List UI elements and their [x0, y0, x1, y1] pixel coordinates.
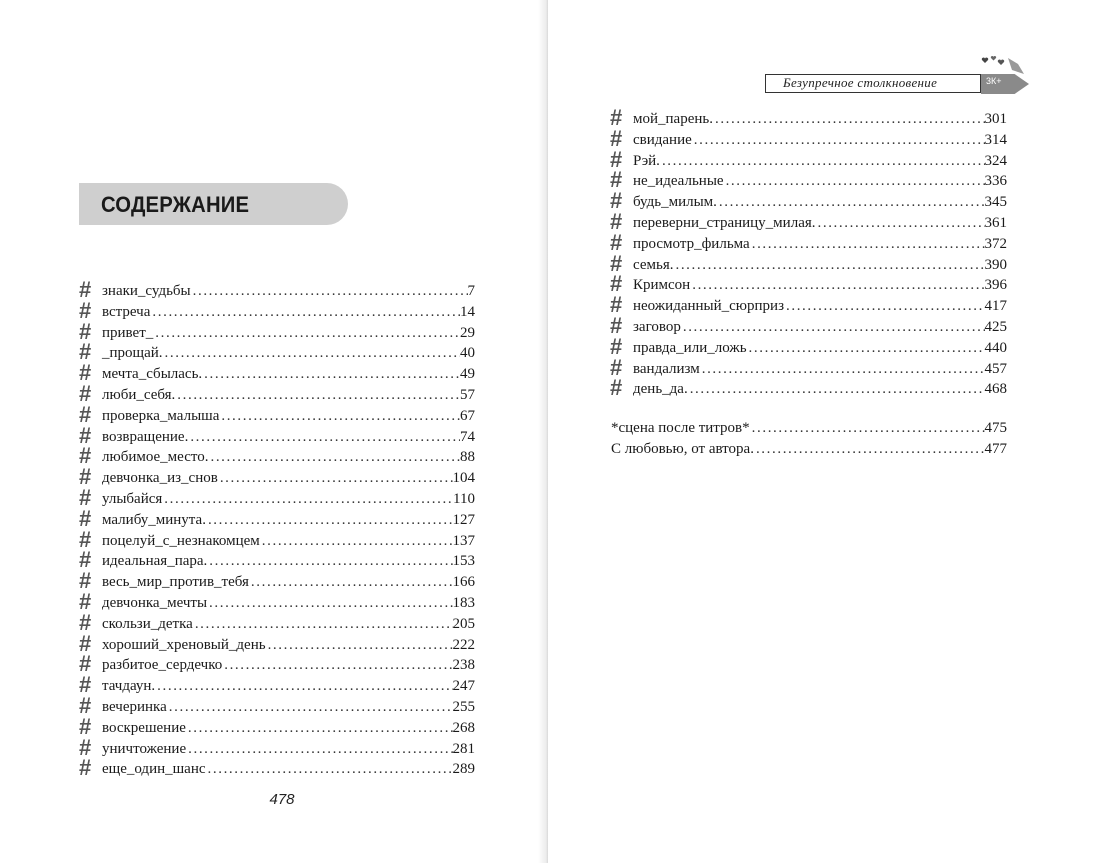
toc-entry-page: 457: [984, 360, 1007, 377]
leader-dots: [754, 439, 985, 460]
contents-title: СОДЕРЖАНИЕ: [101, 192, 250, 217]
toc-entry[interactable]: [79, 464, 475, 490]
toc-entry-label: весь_мир_против_тебя: [102, 574, 249, 591]
leader-dots: [155, 676, 452, 697]
toc-entry[interactable]: [610, 167, 1007, 193]
toc-entry-page: 396: [984, 277, 1007, 294]
leader-dots: [713, 109, 985, 130]
toc-entry-label: знаки_судьбы: [102, 283, 191, 299]
toc-entry[interactable]: [610, 375, 1007, 401]
hash-icon: #: [79, 526, 92, 552]
hash-icon: #: [79, 609, 92, 635]
toc-entry-label: вандализм: [633, 360, 700, 377]
toc-entry-page: 127: [452, 511, 475, 528]
toc-entry-page: 110: [453, 490, 475, 507]
toc-entry[interactable]: [79, 360, 475, 386]
toc-entry-page: 88: [460, 449, 475, 466]
toc-spacer: [610, 398, 1007, 418]
toc-entry-page: 166: [452, 574, 475, 591]
hash-icon: #: [79, 630, 92, 656]
leader-dots: [750, 234, 985, 255]
page-number: 478: [269, 791, 295, 808]
hash-icon: #: [79, 547, 92, 573]
leader-dots: [750, 418, 985, 439]
toc-entry[interactable]: [79, 692, 475, 718]
toc-entry-page: 29: [460, 324, 475, 341]
leader-dots: [222, 655, 452, 676]
toc-entry-label: девчонка_из_снов: [102, 470, 218, 487]
toc-entry-page: 57: [460, 386, 475, 403]
toc-entry-label: скользи_детка: [102, 615, 193, 632]
toc-entry-label: девчонка_мечты: [102, 594, 208, 611]
toc-entry-page: 440: [984, 339, 1007, 356]
hash-icon: #: [79, 360, 92, 386]
toc-left-list: [79, 277, 475, 781]
toc-entry[interactable]: [610, 250, 1007, 276]
toc-entry[interactable]: [79, 279, 475, 300]
toc-entry-page: 7: [467, 283, 475, 299]
hash-icon: #: [79, 588, 92, 614]
hash-icon: #: [79, 464, 92, 490]
hash-icon: #: [610, 125, 623, 151]
leader-dots: [690, 275, 984, 296]
toc-entry[interactable]: [79, 609, 475, 635]
toc-entry[interactable]: [610, 292, 1007, 318]
toc-entry-label: улыбайся: [102, 490, 163, 507]
toc-entry[interactable]: [610, 354, 1007, 380]
toc-entry-page: 104: [452, 470, 475, 487]
toc-entry-label: _прощай.: [102, 345, 163, 362]
leader-dots: [193, 614, 453, 635]
toc-entry-page: 14: [460, 303, 475, 320]
toc-entry-label: идеальная_пара.: [102, 553, 208, 570]
toc-extra-entry[interactable]: [610, 418, 1007, 439]
leader-dots: [206, 510, 453, 531]
toc-entry-page: 255: [452, 698, 475, 715]
hash-icon: #: [79, 277, 92, 302]
toc-entry-page: 183: [452, 594, 475, 611]
toc-entry-page: 137: [452, 532, 475, 549]
toc-entry-page: 345: [984, 194, 1007, 211]
toc-entry-label: проверка_малыша: [102, 407, 220, 424]
toc-entry[interactable]: [79, 484, 475, 510]
toc-entry-label: Кримсон: [633, 277, 691, 294]
toc-entry-label: разбитое_сердечко: [102, 657, 223, 674]
header-tab-label: 3К+: [986, 76, 1002, 86]
leader-dots: [218, 468, 453, 489]
hash-icon: #: [79, 651, 92, 677]
toc-entry[interactable]: [79, 547, 475, 573]
toc-entry-page: 301: [984, 111, 1007, 127]
toc-entry[interactable]: [610, 271, 1007, 297]
toc-entry-label: *сцена после титров*: [611, 420, 750, 437]
leader-dots: [150, 302, 460, 323]
toc-entry[interactable]: [610, 188, 1007, 214]
hash-icon: #: [79, 692, 92, 718]
hash-icon: #: [610, 271, 623, 297]
hash-icon: #: [610, 105, 623, 130]
toc-entry-label: неожиданный_сюрприз: [633, 298, 784, 315]
toc-entry[interactable]: [79, 526, 475, 552]
leader-dots: [186, 739, 452, 760]
toc-right-list: [610, 107, 1007, 460]
hash-icon: #: [79, 401, 92, 427]
hash-icon: #: [79, 568, 92, 594]
toc-entry[interactable]: [79, 339, 475, 365]
leader-dots: [673, 255, 984, 276]
hearts-logo-icon: [978, 54, 1038, 76]
toc-entry[interactable]: [610, 208, 1007, 234]
toc-entry-label: любимое_место.: [102, 449, 209, 466]
toc-entry-label: еще_один_шанс: [102, 761, 206, 778]
toc-entry-page: 475: [984, 420, 1007, 437]
toc-entry[interactable]: [79, 630, 475, 656]
toc-entry-label: возвращение.: [102, 428, 189, 445]
toc-entry-label: не_идеальные: [633, 173, 724, 190]
toc-entry[interactable]: [610, 333, 1007, 359]
toc-entry-page: 361: [984, 214, 1007, 231]
leader-dots: [162, 489, 453, 510]
toc-entry[interactable]: [610, 125, 1007, 151]
toc-entry[interactable]: [79, 588, 475, 614]
toc-entry[interactable]: [79, 401, 475, 427]
leader-dots: [747, 338, 985, 359]
hash-icon: #: [610, 229, 623, 255]
toc-entry-page: 247: [452, 678, 475, 695]
toc-entry-page: 477: [984, 440, 1007, 457]
leader-dots: [717, 192, 985, 213]
toc-entry-page: 314: [984, 131, 1007, 148]
toc-entry-page: 425: [984, 318, 1007, 335]
toc-entry-label: переверни_страницу_милая.: [633, 214, 816, 231]
leader-dots: [681, 317, 985, 338]
toc-entry-label: правда_или_ложь: [633, 339, 747, 356]
toc-entry[interactable]: [79, 422, 475, 448]
toc-entry-page: 324: [984, 152, 1007, 169]
contents-title-pill: [79, 183, 348, 225]
leader-dots: [660, 151, 985, 172]
toc-entry-label: просмотр_фильма: [633, 235, 750, 252]
hash-icon: #: [79, 734, 92, 760]
toc-entry-page: 372: [984, 235, 1007, 252]
hash-icon: #: [610, 354, 623, 380]
leader-dots: [175, 385, 460, 406]
leader-dots: [207, 593, 452, 614]
toc-entry-label: Рэй.: [633, 152, 660, 169]
leader-dots: [202, 364, 460, 385]
leader-dots: [206, 759, 453, 780]
hash-icon: #: [79, 318, 92, 344]
toc-entry-label: будь_милым.: [633, 194, 717, 211]
leader-dots: [692, 130, 985, 151]
leader-dots: [186, 718, 453, 739]
toc-entry-label: день_да.: [633, 381, 688, 398]
leader-dots: [163, 343, 460, 364]
leader-dots: [249, 572, 453, 593]
leader-dots: [724, 171, 985, 192]
hash-icon: #: [79, 339, 92, 365]
hash-icon: #: [79, 755, 92, 781]
running-head-title: Безупречное столкновение: [783, 75, 938, 90]
toc-extra-entry[interactable]: [610, 439, 1007, 460]
toc-entry-label: вечеринка: [102, 698, 167, 715]
toc-entry[interactable]: [79, 297, 475, 323]
toc-entry-label: привет_: [102, 324, 154, 341]
toc-entry-label: малибу_минута.: [102, 511, 206, 528]
leader-dots: [208, 447, 460, 468]
hash-icon: #: [79, 484, 92, 510]
toc-entry[interactable]: [79, 672, 475, 698]
toc-entry-label: поцелуй_с_незнакомцем: [102, 532, 260, 549]
leader-dots: [191, 281, 468, 302]
toc-entry[interactable]: [79, 380, 475, 406]
toc-entry-page: 417: [984, 298, 1007, 315]
toc-entry-label: свидание: [633, 131, 692, 148]
hash-icon: #: [610, 333, 623, 359]
hash-icon: #: [610, 188, 623, 214]
left-page: [0, 0, 546, 863]
toc-entry[interactable]: [79, 755, 475, 781]
toc-entry[interactable]: [610, 312, 1007, 338]
toc-entry-page: 205: [452, 615, 475, 632]
toc-entry-page: 390: [984, 256, 1007, 273]
hash-icon: #: [79, 422, 92, 448]
toc-entry-page: 153: [452, 553, 475, 570]
toc-entry-label: мечта_сбылась.: [102, 366, 203, 383]
toc-entry-page: 289: [452, 761, 475, 778]
running-head-box: [765, 74, 981, 93]
leader-dots: [688, 379, 985, 400]
toc-entry[interactable]: [79, 568, 475, 594]
toc-entry[interactable]: [79, 713, 475, 739]
toc-entry-label: семья.: [633, 256, 674, 273]
hash-icon: #: [610, 312, 623, 338]
toc-entry-label: люби_себя.: [102, 386, 176, 403]
toc-entry-label: С любовью, от автора.: [611, 440, 754, 457]
toc-entry[interactable]: [610, 107, 1007, 128]
toc-entry[interactable]: [79, 505, 475, 531]
leader-dots: [219, 406, 460, 427]
hash-icon: #: [79, 297, 92, 323]
toc-entry-page: 40: [460, 345, 475, 362]
hash-icon: #: [610, 375, 623, 401]
toc-entry-label: воскрешение: [102, 719, 186, 736]
toc-entry-label: встреча: [102, 303, 151, 320]
toc-entry[interactable]: [79, 318, 475, 344]
leader-dots: [260, 531, 453, 552]
leader-dots: [816, 213, 985, 234]
leader-dots: [207, 551, 452, 572]
leader-dots: [784, 296, 985, 317]
toc-entry[interactable]: [610, 146, 1007, 172]
hash-icon: #: [610, 292, 623, 318]
toc-entry[interactable]: [79, 651, 475, 677]
toc-entry-page: 49: [460, 366, 475, 383]
toc-entry-label: хороший_хреновый_день: [102, 636, 266, 653]
hash-icon: #: [79, 713, 92, 739]
toc-entry[interactable]: [79, 734, 475, 760]
toc-entry-page: 74: [460, 428, 475, 445]
hash-icon: #: [610, 208, 623, 234]
leader-dots: [153, 323, 460, 344]
toc-entry-page: 67: [460, 407, 475, 424]
toc-entry-label: тачдаун.: [102, 678, 156, 695]
toc-entry-label: уничтожение: [102, 740, 187, 757]
toc-entry[interactable]: [79, 443, 475, 469]
toc-entry-label: мой_парень.: [633, 111, 713, 127]
toc-entry-page: 238: [452, 657, 475, 674]
hash-icon: #: [610, 146, 623, 172]
hash-icon: #: [79, 672, 92, 698]
leader-dots: [700, 359, 985, 380]
hash-icon: #: [79, 505, 92, 531]
hash-icon: #: [79, 380, 92, 406]
leader-dots: [188, 427, 460, 448]
toc-entry[interactable]: [610, 229, 1007, 255]
leader-dots: [167, 697, 453, 718]
hash-icon: #: [610, 250, 623, 276]
leader-dots: [266, 635, 453, 656]
hash-icon: #: [610, 167, 623, 193]
toc-entry-page: 336: [984, 173, 1007, 190]
toc-entry-page: 281: [452, 740, 475, 757]
toc-entry-page: 268: [452, 719, 475, 736]
toc-entry-label: заговор: [633, 318, 681, 335]
hash-icon: #: [79, 443, 92, 469]
toc-entry-page: 222: [452, 636, 475, 653]
toc-entry-page: 468: [984, 381, 1007, 398]
